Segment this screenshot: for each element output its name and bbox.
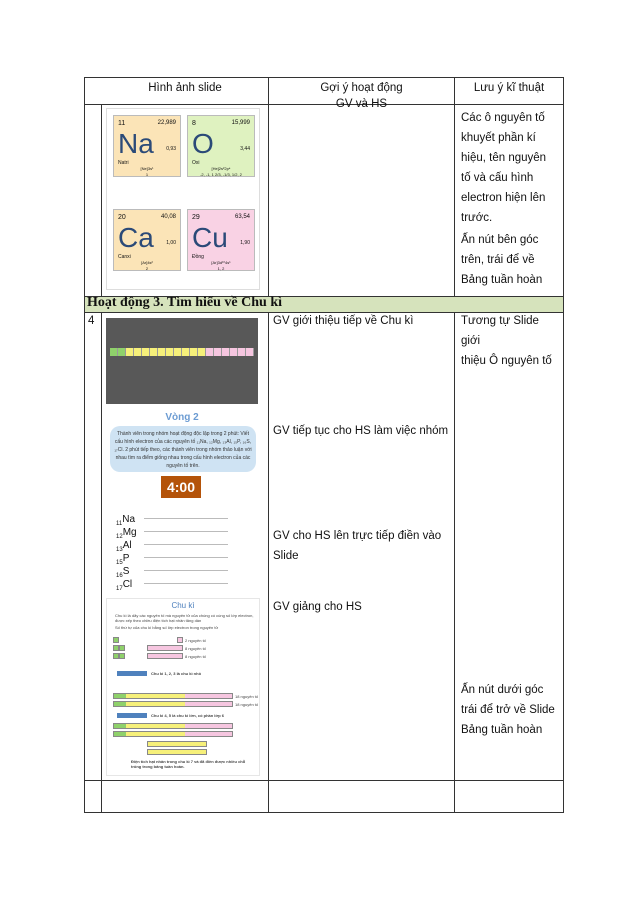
element-name: Natri: [118, 160, 129, 166]
note-line: tố và cấu hình: [461, 172, 534, 184]
activity-line: Slide: [273, 550, 299, 562]
activity-line: GV cho HS lên trực tiếp điền vào: [273, 530, 442, 542]
col3-divider-top: [454, 77, 455, 296]
slide-element-cards: [106, 108, 260, 290]
atomic-number: 8: [192, 120, 196, 127]
arrow-shape: [117, 671, 147, 676]
element-item[interactable]: $_{11}$Na: [116, 514, 136, 527]
row1-col-divider: [101, 104, 102, 296]
atomic-mass: 40,08: [160, 214, 176, 220]
note-line: Bảng tuần hoàn: [461, 274, 543, 286]
arrow-shape: [117, 713, 147, 718]
electronegativity: 0,93: [166, 146, 176, 152]
activity-3: [273, 526, 453, 566]
table-right-border: [563, 77, 564, 813]
slide-chu-ki-explain: [106, 598, 260, 776]
note-line: hiệu, tên nguyên: [461, 152, 547, 164]
table-left-border: [84, 77, 85, 813]
header-activity: [269, 80, 454, 112]
note-line: Tương tự Slide giới: [461, 315, 539, 347]
element-name: Canxi: [118, 254, 131, 260]
element-card-cu: [187, 209, 255, 271]
element-item[interactable]: $_{16}$S: [116, 566, 130, 579]
slide-fill-in: [106, 508, 258, 592]
bullet-2: Số thứ tự của chu kì bằng số lớp electron trong nguyên tử: [115, 625, 219, 630]
slide-chu-ki-intro: [106, 318, 258, 404]
row-number: 4: [88, 315, 95, 327]
electronegativity: 1,90: [240, 240, 250, 246]
element-card-na: [113, 115, 181, 177]
note-line: electron hiện lên: [461, 192, 546, 204]
element-item[interactable]: $_{15}$P: [116, 553, 130, 566]
element-card-o: [187, 115, 255, 177]
atomic-mass: 15,999: [231, 120, 250, 126]
element-card-ca: [113, 209, 181, 271]
table-top-border: [84, 77, 563, 78]
row2-col-divider: [101, 312, 102, 812]
period-count-label: 18 nguyên tố: [235, 702, 259, 707]
row1-note-1: [461, 108, 561, 228]
atomic-number: 20: [118, 214, 126, 221]
element-symbol: Ca: [118, 222, 154, 253]
note-line: Các ô nguyên tố: [461, 112, 545, 124]
col3-divider-bottom: [454, 312, 455, 812]
electron-config: [He]2s²2p⁴: [211, 166, 231, 171]
slide-title: Vòng 2: [165, 412, 199, 423]
atomic-mass: 63,54: [234, 214, 250, 220]
element-symbol: O: [192, 128, 214, 159]
note-line: trên, trái để về: [461, 254, 535, 266]
note-line: trái để trở về Slide: [461, 704, 555, 716]
slide-title: Chu kì: [171, 601, 195, 610]
periodic-row-strip: [110, 348, 254, 356]
atomic-number: 11: [118, 120, 126, 127]
oxidation-states: -2, -1, 1 2/3, -1/3, 1/2, 2: [200, 172, 242, 177]
electron-config: [Ne]3s¹: [140, 166, 154, 171]
note-line: Bảng tuần hoàn: [461, 724, 543, 736]
task-speech-bubble: Thành viên trong nhóm hoạt động độc lập trong 2 phút: Viết cấu hình electron của các nguyên tố ₁₁Na, ₁₂Mg, ₁₃Al, ₁₅P, ₁₆S, ₁₇Cl. 2 phút tiếp theo, các thành viên trong nhóm thảo luận với nhau tìm ra điểm giống nhau trong cấu hình electron của các nguyên tố trên.: [110, 426, 256, 472]
note-line: khuyết phần kí: [461, 132, 536, 144]
period-count-label: 8 nguyên tố: [185, 654, 206, 659]
header-activity-line1: Gợi ý hoạt động: [320, 82, 403, 94]
countdown-timer: 4:00: [161, 476, 201, 498]
row2-bottom-border: [84, 780, 563, 781]
electron-config: [Ar]4s²: [141, 260, 153, 265]
slide-vong-2: [106, 410, 258, 502]
electron-config: [Ar]3d¹⁰4s¹: [211, 260, 231, 265]
atomic-number: 29: [192, 214, 200, 221]
note-line: Ấn nút dưới góc: [461, 684, 544, 696]
element-symbol: Na: [118, 128, 154, 159]
element-item[interactable]: $_{17}$Cl: [116, 579, 133, 592]
period-count-label: 8 nguyên tố: [185, 646, 206, 651]
activity-2: GV tiếp tục cho HS làm việc nhóm: [273, 425, 449, 437]
atomic-mass: 22,989: [157, 120, 176, 126]
header-slide-image: Hình ảnh slide: [148, 82, 222, 94]
electronegativity: 3,44: [240, 146, 250, 152]
row1-note-2: [461, 230, 561, 290]
bullet-1: Chu kì là dãy các nguyên tố mà nguyên tử của chúng có cùng số lớp electron, được xếp theo chiều điện tích hạt nhân tăng dần: [115, 613, 254, 623]
section-title: Hoạt động 3. Tìm hiểu về Chu kì: [87, 295, 283, 310]
electronegativity: 1,00: [166, 240, 176, 246]
note-line: trước.: [461, 212, 493, 224]
element-name: Đồng: [192, 254, 204, 260]
element-item[interactable]: $_{13}$Al: [116, 540, 132, 553]
oxidation-states: 1, 2: [217, 266, 225, 271]
oxidation-states: 2: [145, 266, 149, 271]
col2-divider-bottom: [268, 312, 269, 812]
period-count-label: 18 nguyên tố: [235, 694, 259, 699]
note-line: thiệu Ô nguyên tố: [461, 355, 552, 367]
element-name: Oxi: [192, 160, 200, 166]
caption-large-periods: Chu kì 4, 5 là chu kì lớn, có phần lớp 6: [151, 713, 225, 718]
caption-small-periods: Chu kì 1, 2, 3 là chu kì nhỏ: [151, 671, 202, 676]
header-activity-line2: GV và HS: [335, 98, 388, 110]
slide-footer-note: Điện tích hạt nhân trong chu kì 7 và đã điền được nhiều chỗ trống trong bảng tuần hoàn.: [131, 759, 246, 769]
activity-1: GV giới thiệu tiếp về Chu kì: [273, 315, 414, 327]
row2-note-1: [461, 311, 561, 371]
note-line: Ấn nút bên góc: [461, 234, 539, 246]
element-item[interactable]: $_{12}$Mg: [116, 527, 137, 540]
activity-4: GV giảng cho HS: [273, 601, 362, 613]
period-count-label: 2 nguyên tố: [185, 638, 206, 643]
row2-note-2: [461, 680, 561, 740]
table-bottom-border: [84, 812, 563, 813]
header-tech-note: Lưu ý kĩ thuật: [473, 82, 545, 94]
oxidation-states: 1: [145, 172, 149, 177]
element-symbol: Cu: [192, 222, 228, 253]
